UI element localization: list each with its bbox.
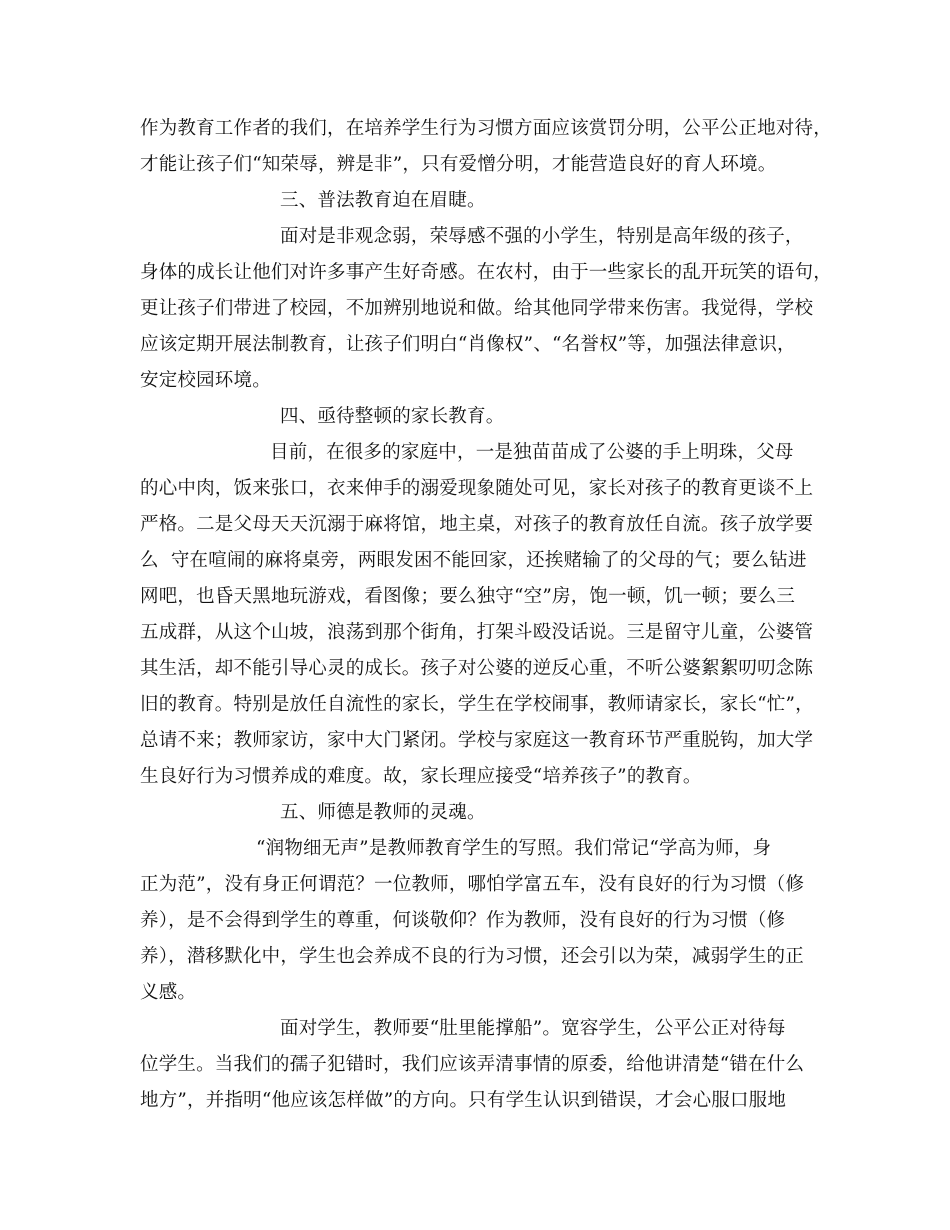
text-line: 生良好行为习惯养成的难度。故，家长理应接受“培养孩子”的教育。 xyxy=(140,766,702,787)
text-line: 旧的教育。特别是放任自流性的家长，学生在学校闹事，教师请家长，家长“忙”， xyxy=(140,694,814,715)
text-line: 位学生。当我们的孺子犯错时，我们应该弄清事情的原委，给他讲清楚“错在什么 xyxy=(140,1054,805,1075)
text-line: 养），是不会得到学生的尊重，何谈敬仰？作为教师，没有良好的行为习惯（修 xyxy=(140,910,786,931)
text-line: 养），潜移默化中，学生也会养成不良的行为习惯，还会引以为荣，减弱学生的正 xyxy=(140,946,804,967)
text-line: 才能让孩子们“知荣辱，辨是非”，只有爱憎分明，才能营造良好的育人环境。 xyxy=(140,154,777,175)
section-heading: 五、师德是教师的灵魂。 xyxy=(280,802,486,823)
text-line: 更让孩子们带进了校园，不加辨别地说和做。给其他同学带来伤害。我觉得，学校 xyxy=(140,298,814,319)
text-line: “润物细无声”是教师教育学生的写照。我们常记“学高为师，身 xyxy=(256,838,772,859)
text-line: 面对学生，教师要“肚里能撑船”。宽容学生，公平公正对待每 xyxy=(280,1018,786,1039)
text-line: 义感。 xyxy=(140,982,197,1003)
text-line: 正为范”，没有身正何谓范？一位教师，哪怕学富五车，没有良好的行为习惯（修 xyxy=(140,874,805,895)
text-line: 安定校园环境。 xyxy=(140,370,271,391)
section-heading: 四、亟待整顿的家长教育。 xyxy=(280,406,505,427)
text-line: 作为教育工作者的我们，在培养学生行为习惯方面应该赏罚分明，公平公正地对待， xyxy=(140,118,832,139)
text-line: 总请不来；教师家访，家中大门紧闭。学校与家庭这一教育环节严重脱钩，加大学 xyxy=(140,730,814,751)
text-line: 目前，在很多的家庭中，一是独苗苗成了公婆的手上明珠，父母 xyxy=(270,442,794,463)
text-line: 严格。二是父母天天沉溺于麻将馆，地主桌，对孩子的教育放任自流。孩子放学要 xyxy=(140,514,814,535)
text-line: 其生活，却不能引导心灵的成长。孩子对公婆的逆反心重，不听公婆絮絮叨叨念陈 xyxy=(140,658,814,679)
text-line: 的心中肉，饭来张口，衣来伸手的溺爱现象随处可见，家长对孩子的教育更谈不上 xyxy=(140,478,814,499)
text-line: 地方”，并指明“他应该怎样做”的方向。只有学生认识到错误，才会心服口服地 xyxy=(140,1090,787,1111)
text-line: 应该定期开展法制教育，让孩子们明白“肖像权”、“名誉权”等，加强法律意识， xyxy=(140,334,796,355)
text-line: 么 守在喧闹的麻将桌旁，两眼发困不能回家，还挨赌输了的父母的气；要么钻进 xyxy=(140,550,807,571)
text-line: 五成群，从这个山坡，浪荡到那个街角，打架斗殴没话说。三是留守儿童，公婆管 xyxy=(140,622,814,643)
text-line: 面对是非观念弱，荣辱感不强的小学生，特别是高年级的孩子， xyxy=(280,226,804,247)
section-heading: 三、普法教育迫在眉睫。 xyxy=(280,190,486,211)
text-line: 身体的成长让他们对许多事产生好奇感。在农村，由于一些家长的乱开玩笑的语句， xyxy=(140,262,832,283)
text-line: 网吧，也昏天黑地玩游戏，看图像；要么独守“空”房，饱一顿，饥一顿；要么三 xyxy=(140,586,796,607)
